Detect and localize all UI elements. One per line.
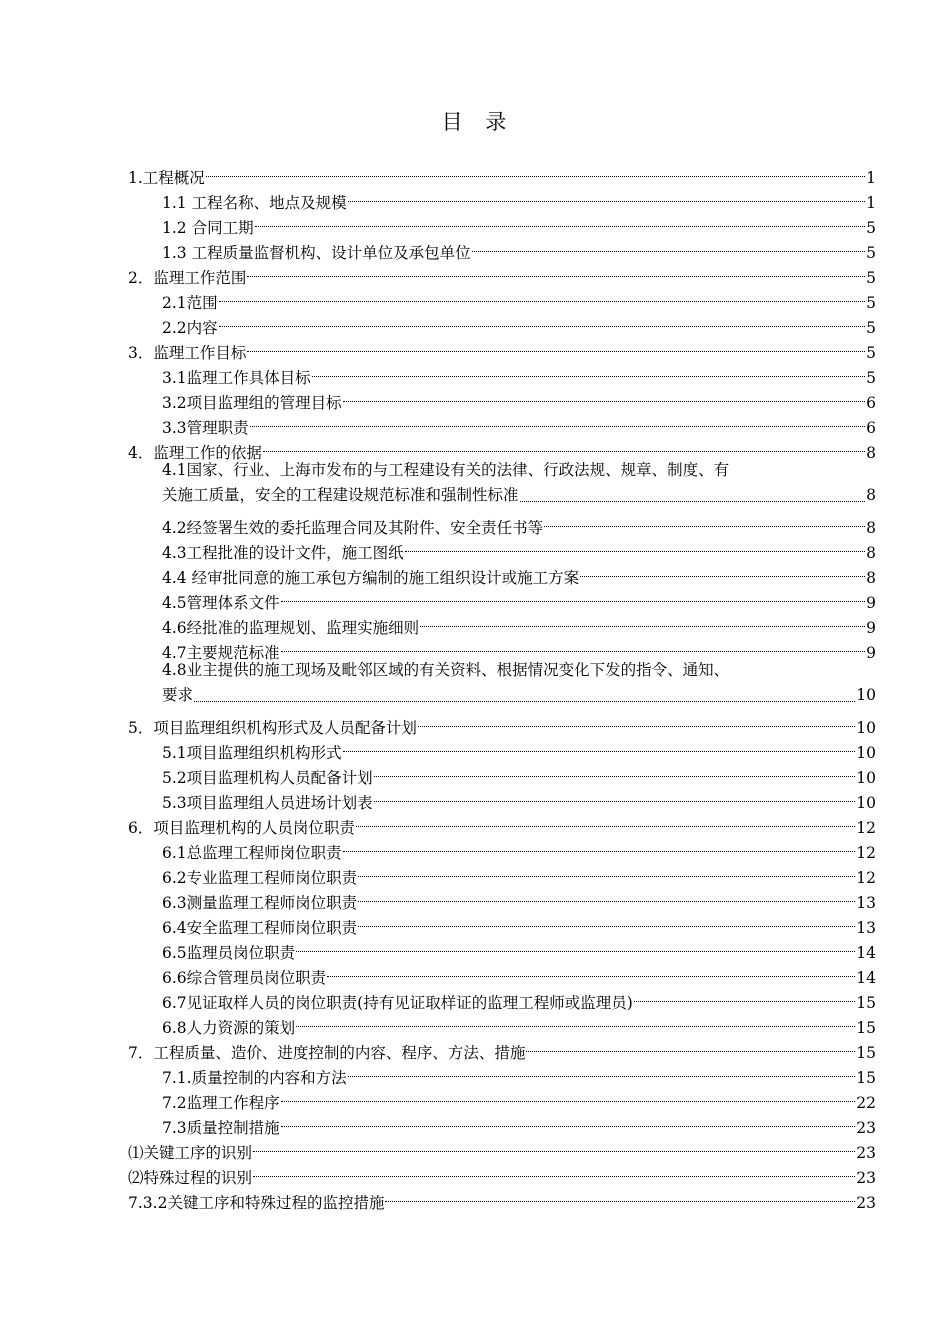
toc-entry-text: 6.3测量监理工程师岗位职责 <box>162 894 358 912</box>
dot-leader <box>358 908 855 933</box>
toc-page-number: 12 <box>856 869 876 887</box>
toc-page-number: 22 <box>856 1094 876 1112</box>
toc-page-number: 15 <box>856 1044 876 1062</box>
toc-entry[interactable] <box>128 308 876 337</box>
toc-entry-text: 4.5管理体系文件 <box>162 594 280 612</box>
toc-entry-text: ⑴关键工序的识别 <box>128 1144 253 1162</box>
dot-leader <box>544 508 865 533</box>
dot-leader <box>526 1033 855 1058</box>
dot-leader <box>312 358 865 383</box>
dot-leader <box>385 1183 855 1208</box>
toc-page-number: 10 <box>856 719 876 737</box>
dot-leader <box>343 383 865 408</box>
toc-page-number: 9 <box>866 619 876 637</box>
toc-page-number: 13 <box>856 894 876 912</box>
dot-leader <box>281 633 865 658</box>
toc-entry[interactable] <box>128 183 876 212</box>
toc-entry-text: 5.3项目监理组人员进场计划表 <box>162 794 373 812</box>
toc-page-number: 5 <box>866 344 876 362</box>
toc-entry-continuation <box>162 683 876 708</box>
dot-leader <box>253 1158 855 1183</box>
table-of-contents <box>128 158 876 1212</box>
toc-entry-text: 2.1范围 <box>162 294 218 312</box>
dot-leader <box>405 533 865 558</box>
toc-page-number: 23 <box>856 1194 876 1212</box>
toc-page-number: 6 <box>866 394 876 412</box>
toc-page-number: 10 <box>856 686 876 704</box>
dot-leader <box>348 183 866 208</box>
toc-page-number: 5 <box>866 369 876 387</box>
dot-leader <box>250 408 865 433</box>
toc-page-number: 1 <box>866 194 876 212</box>
toc-entry-text: 1.工程概况 <box>128 169 205 187</box>
toc-page-number: 5 <box>866 269 876 287</box>
dot-leader <box>580 558 865 583</box>
toc-entry-text: ⑵特殊过程的识别 <box>128 1169 253 1187</box>
toc-entry-text: 1.2 合同工期 <box>162 219 254 237</box>
dot-leader <box>263 433 865 458</box>
toc-page-number: 8 <box>866 444 876 462</box>
dot-leader <box>343 733 856 758</box>
toc-page-number: 8 <box>866 569 876 587</box>
dot-leader <box>296 933 855 958</box>
toc-entry[interactable] <box>128 158 876 187</box>
toc-entry-text: 1.3 工程质量监督机构、设计单位及承包单位 <box>162 244 471 262</box>
dot-leader <box>255 208 866 233</box>
toc-entry[interactable] <box>128 708 876 737</box>
dot-leader <box>348 1058 856 1083</box>
toc-page-number: 23 <box>856 1144 876 1162</box>
toc-entry-text: 4.3工程批准的设计文件，施工图纸 <box>162 544 404 562</box>
toc-entry-text-cont: 关施工质量，安全的工程建设规范标准和强制性标准 <box>162 486 519 504</box>
toc-page-number: 5 <box>866 219 876 237</box>
toc-title <box>0 106 950 136</box>
toc-entry-text: 7.3.2关键工序和特殊过程的监控措施 <box>128 1194 385 1212</box>
dot-leader <box>634 983 856 1008</box>
dot-leader <box>327 958 855 983</box>
toc-entry[interactable] <box>128 658 876 708</box>
toc-page-number: 5 <box>866 244 876 262</box>
toc-entry-text: 7.2监理工作程序 <box>162 1094 280 1112</box>
toc-page-number: 8 <box>866 519 876 537</box>
toc-entry[interactable] <box>128 333 876 362</box>
toc-entry-text: 7.3质量控制措施 <box>162 1119 280 1137</box>
toc-entry-text: 3．监理工作目标 <box>128 344 247 362</box>
toc-page-number: 12 <box>856 819 876 837</box>
toc-page-number: 23 <box>856 1169 876 1187</box>
dot-leader <box>253 1133 855 1158</box>
dot-leader <box>358 858 855 883</box>
dot-leader <box>281 1108 856 1133</box>
toc-entry-text: 5.1项目监理组织机构形式 <box>162 744 342 762</box>
dot-leader <box>281 1083 856 1108</box>
dot-leader <box>281 583 865 608</box>
toc-entry-text: 6.4安全监理工程师岗位职责 <box>162 919 358 937</box>
toc-page-number: 15 <box>856 1069 876 1087</box>
toc-page-number: 5 <box>866 319 876 337</box>
toc-page-number: 10 <box>856 744 876 762</box>
dot-leader <box>420 608 865 633</box>
toc-title-char-1: 目 <box>441 110 465 134</box>
toc-page-number: 23 <box>856 1119 876 1137</box>
toc-title-char-2: 录 <box>485 110 509 134</box>
toc-page-number: 10 <box>856 794 876 812</box>
toc-entry-text: 6.8人力资源的策划 <box>162 1019 296 1037</box>
toc-entry-text-cont: 要求 <box>162 686 194 704</box>
toc-entry-text: 4.6经批准的监理规划、监理实施细则 <box>162 619 420 637</box>
toc-page-number: 1 <box>866 169 876 187</box>
toc-entry-text: 6.5监理员岗位职责 <box>162 944 296 962</box>
toc-entry-text: 7.1.质量控制的内容和方法 <box>162 1069 347 1087</box>
dot-leader <box>356 808 855 833</box>
dot-leader <box>206 158 865 183</box>
toc-entry[interactable] <box>128 458 876 508</box>
toc-entry-text: 1.1 工程名称、地点及规模 <box>162 194 347 212</box>
toc-entry-text: 5.2项目监理机构人员配备计划 <box>162 769 373 787</box>
dot-leader <box>219 308 865 333</box>
toc-entry-text: 6.1总监理工程师岗位职责 <box>162 844 342 862</box>
dot-leader <box>247 258 865 283</box>
toc-entry[interactable] <box>128 283 876 312</box>
dot-leader <box>418 708 855 733</box>
toc-entry-text: 4．监理工作的依据 <box>128 444 262 462</box>
toc-page-number: 14 <box>856 969 876 987</box>
toc-entry-text: 4.8业主提供的施工现场及毗邻区域的有关资料、根据情况变化下发的指令、通知、 <box>162 661 730 679</box>
toc-entry-text: 4.4 经审批同意的施工承包方编制的施工组织设计或施工方案 <box>162 569 580 587</box>
dot-leader <box>296 1008 855 1033</box>
dot-leader <box>358 883 855 908</box>
toc-entry-text: 3.3管理职责 <box>162 419 249 437</box>
dot-leader <box>472 233 866 258</box>
toc-entry-continuation <box>162 483 876 508</box>
toc-entry[interactable] <box>128 508 876 537</box>
toc-page-number: 8 <box>866 544 876 562</box>
toc-entry-text: 3.2项目监理组的管理目标 <box>162 394 342 412</box>
dot-leader <box>247 333 865 358</box>
toc-page-number: 15 <box>856 994 876 1012</box>
dot-leader <box>374 783 856 808</box>
toc-entry-text: 3.1监理工作具体目标 <box>162 369 311 387</box>
toc-page-number: 6 <box>866 419 876 437</box>
toc-page-number: 13 <box>856 919 876 937</box>
toc-entry-text: 7．工程质量、造价、进度控制的内容、程序、方法、措施 <box>128 1044 526 1062</box>
dot-leader <box>219 283 865 308</box>
toc-entry-text: 6.6综合管理员岗位职责 <box>162 969 327 987</box>
dot-leader <box>374 758 856 783</box>
toc-entry-text: 2.2内容 <box>162 319 218 337</box>
toc-entry-text: 2．监理工作范围 <box>128 269 247 287</box>
toc-page-number: 14 <box>856 944 876 962</box>
toc-page-number: 10 <box>856 769 876 787</box>
toc-page-number: 9 <box>866 644 876 662</box>
toc-entry-text: 4.1国家、行业、上海市发布的与工程建设有关的法律、行政法规、规章、制度、有 <box>162 461 730 479</box>
toc-entry-text: 6.2专业监理工程师岗位职责 <box>162 869 358 887</box>
toc-entry-text: 5．项目监理组织机构形式及人员配备计划 <box>128 719 417 737</box>
toc-entry-text: 4.2经签署生效的委托监理合同及其附件、安全责任书等 <box>162 519 544 537</box>
dot-leader <box>520 483 866 508</box>
toc-page-number: 9 <box>866 594 876 612</box>
toc-page-number: 15 <box>856 1019 876 1037</box>
toc-entry-text: 6.7见证取样人员的岗位职责(持有见证取样证的监理工程师或监理员) <box>162 994 633 1012</box>
toc-page-number: 12 <box>856 844 876 862</box>
dot-leader <box>194 683 855 708</box>
toc-entry-text: 4.7主要规范标准 <box>162 644 280 662</box>
toc-page-number: 5 <box>866 294 876 312</box>
dot-leader <box>343 833 856 858</box>
toc-page-number: 8 <box>866 486 876 504</box>
toc-entry-text: 6．项目监理机构的人员岗位职责 <box>128 819 355 837</box>
